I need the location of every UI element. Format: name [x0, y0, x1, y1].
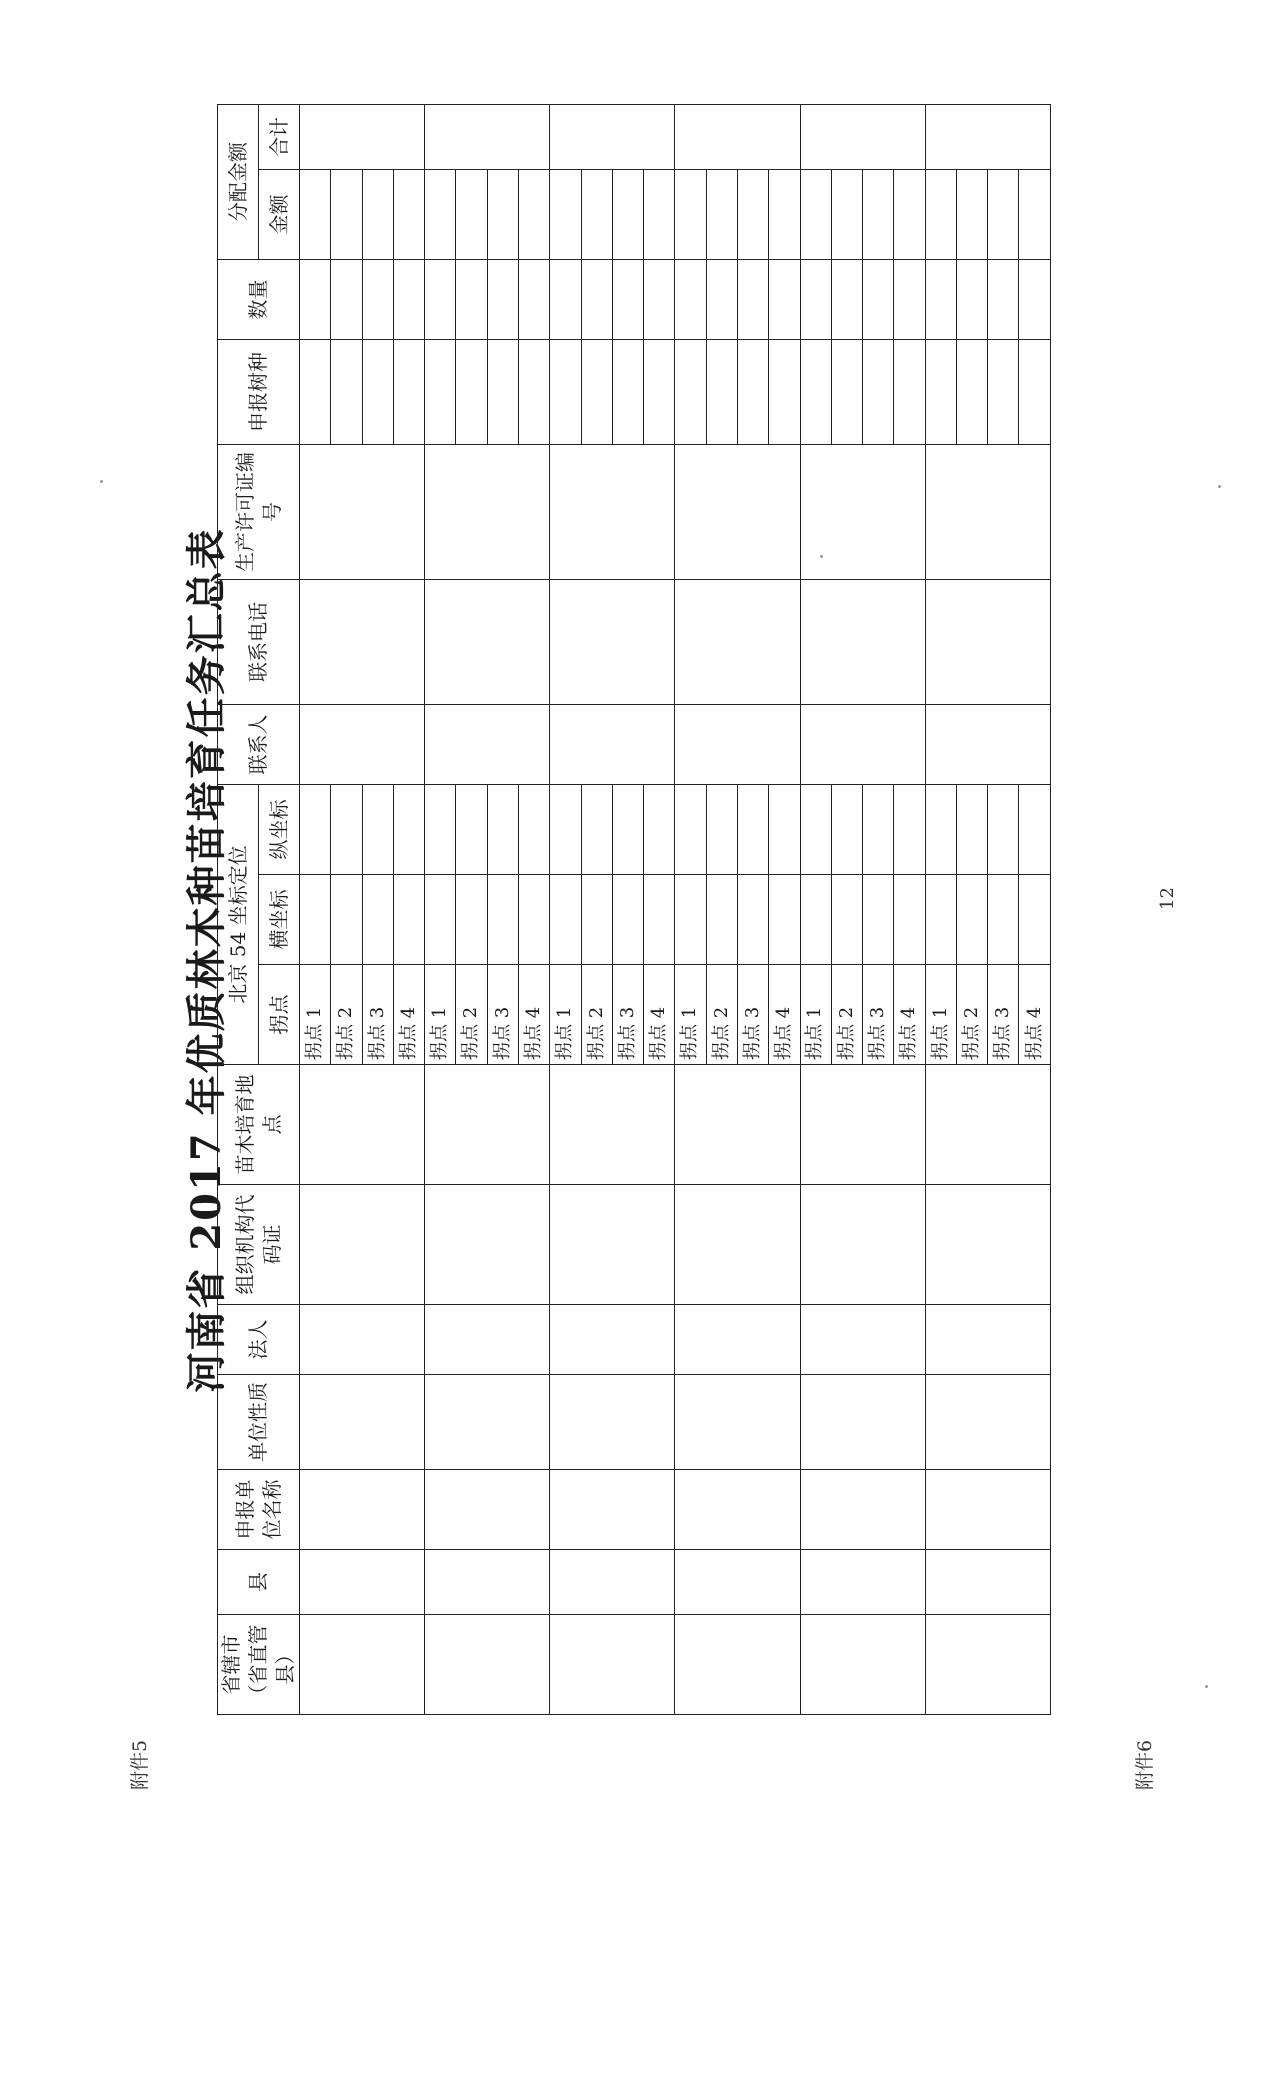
rotated-sheet: [125, 116, 1178, 1790]
species-cell[interactable]: [988, 339, 1019, 444]
species-cell[interactable]: [300, 339, 331, 444]
y-coord-cell[interactable]: [706, 784, 737, 874]
y-coord-cell[interactable]: [331, 784, 362, 874]
county-cell[interactable]: [550, 1550, 675, 1615]
species-cell[interactable]: [644, 339, 675, 444]
x-coord-cell[interactable]: [456, 875, 487, 965]
amount-cell[interactable]: [425, 169, 456, 259]
x-coord-cell[interactable]: [331, 875, 362, 965]
turn-point-label: 拐点 1: [675, 965, 706, 1065]
species-cell[interactable]: [675, 339, 706, 444]
quantity-cell[interactable]: [769, 259, 800, 339]
county-cell[interactable]: [800, 1550, 925, 1615]
nursery-location-cell[interactable]: [300, 1065, 425, 1185]
turn-point-label: 拐点 2: [831, 965, 862, 1065]
amount-cell[interactable]: [800, 169, 831, 259]
header-unit-name: 申报单位名称: [218, 1470, 300, 1550]
quantity-cell[interactable]: [518, 259, 549, 339]
license-no-cell[interactable]: [300, 444, 425, 579]
amount-cell[interactable]: [894, 169, 925, 259]
turn-point-label: 拐点 1: [425, 965, 456, 1065]
x-coord-cell[interactable]: [863, 875, 894, 965]
scan-speck: [1205, 1685, 1208, 1688]
appendix-6-label: 附件6: [1134, 1739, 1156, 1790]
quantity-cell[interactable]: [863, 259, 894, 339]
table-body: [300, 104, 1051, 1714]
org-code-cell[interactable]: [550, 1185, 675, 1305]
header-quantity: 数量: [218, 259, 300, 339]
city-cell[interactable]: [550, 1615, 675, 1715]
org-code-cell[interactable]: [800, 1185, 925, 1305]
unit-type-cell[interactable]: [550, 1375, 675, 1470]
y-coord-cell[interactable]: [769, 784, 800, 874]
x-coord-cell[interactable]: [925, 875, 956, 965]
y-coord-cell[interactable]: [925, 784, 956, 874]
amount-cell[interactable]: [737, 169, 768, 259]
nursery-location-cell[interactable]: [425, 1065, 550, 1185]
y-coord-cell[interactable]: [518, 784, 549, 874]
species-cell[interactable]: [456, 339, 487, 444]
contact-cell[interactable]: [675, 704, 800, 784]
phone-cell[interactable]: [925, 579, 1050, 704]
header-species: 申报树种: [218, 339, 300, 444]
species-cell[interactable]: [706, 339, 737, 444]
turn-point-label: 拐点 1: [925, 965, 956, 1065]
table-row: [800, 104, 831, 1714]
species-cell[interactable]: [956, 339, 987, 444]
city-cell[interactable]: [800, 1615, 925, 1715]
summary-table: [217, 104, 1051, 1715]
header-x-coord: 横坐标: [259, 875, 300, 965]
phone-cell[interactable]: [425, 579, 550, 704]
quantity-cell[interactable]: [581, 259, 612, 339]
nursery-location-cell[interactable]: [800, 1065, 925, 1185]
turn-point-label: 拐点 4: [894, 965, 925, 1065]
x-coord-cell[interactable]: [769, 875, 800, 965]
header-turn-point: 拐点: [259, 965, 300, 1065]
quantity-cell[interactable]: [550, 259, 581, 339]
legal-person-cell[interactable]: [800, 1305, 925, 1375]
quantity-cell[interactable]: [1019, 259, 1051, 339]
unit-name-cell[interactable]: [425, 1470, 550, 1550]
amount-cell[interactable]: [863, 169, 894, 259]
amount-cell[interactable]: [612, 169, 643, 259]
turn-point-label: 拐点 2: [581, 965, 612, 1065]
city-cell[interactable]: [925, 1615, 1050, 1715]
quantity-cell[interactable]: [988, 259, 1019, 339]
turn-point-label: 拐点 3: [863, 965, 894, 1065]
header-amount: 金额: [259, 169, 300, 259]
species-cell[interactable]: [487, 339, 518, 444]
table-row: [550, 104, 581, 1714]
unit-type-cell[interactable]: [675, 1375, 800, 1470]
species-cell[interactable]: [863, 339, 894, 444]
species-cell[interactable]: [831, 339, 862, 444]
unit-type-cell[interactable]: [425, 1375, 550, 1470]
page-number: 12: [1157, 887, 1178, 910]
legal-person-cell[interactable]: [675, 1305, 800, 1375]
total-cell[interactable]: [550, 104, 675, 169]
y-coord-cell[interactable]: [362, 784, 393, 874]
y-coord-cell[interactable]: [487, 784, 518, 874]
license-no-cell[interactable]: [800, 444, 925, 579]
org-code-cell[interactable]: [425, 1185, 550, 1305]
species-cell[interactable]: [1019, 339, 1051, 444]
quantity-cell[interactable]: [831, 259, 862, 339]
license-no-cell[interactable]: [425, 444, 550, 579]
phone-cell[interactable]: [550, 579, 675, 704]
header-phone: 联系电话: [218, 579, 300, 704]
amount-cell[interactable]: [456, 169, 487, 259]
amount-cell[interactable]: [956, 169, 987, 259]
turn-point-label: 拐点 2: [456, 965, 487, 1065]
amount-cell[interactable]: [331, 169, 362, 259]
quantity-cell[interactable]: [644, 259, 675, 339]
species-cell[interactable]: [393, 339, 424, 444]
x-coord-cell[interactable]: [894, 875, 925, 965]
x-coord-cell[interactable]: [1019, 875, 1051, 965]
amount-cell[interactable]: [988, 169, 1019, 259]
turn-point-label: 拐点 3: [362, 965, 393, 1065]
amount-cell[interactable]: [581, 169, 612, 259]
unit-type-cell[interactable]: [800, 1375, 925, 1470]
scan-speck: [1218, 485, 1221, 488]
quantity-cell[interactable]: [393, 259, 424, 339]
header-nursery-location: 苗木培育地点: [218, 1065, 300, 1185]
x-coord-cell[interactable]: [800, 875, 831, 965]
y-coord-cell[interactable]: [675, 784, 706, 874]
amount-cell[interactable]: [393, 169, 424, 259]
species-cell[interactable]: [362, 339, 393, 444]
table-row: [675, 104, 706, 1714]
unit-name-cell[interactable]: [675, 1470, 800, 1550]
unit-name-cell[interactable]: [300, 1470, 425, 1550]
y-coord-cell[interactable]: [800, 784, 831, 874]
turn-point-label: 拐点 4: [518, 965, 549, 1065]
table-row: [925, 104, 956, 1714]
quantity-cell[interactable]: [300, 259, 331, 339]
contact-cell[interactable]: [300, 704, 425, 784]
nursery-location-cell[interactable]: [550, 1065, 675, 1185]
turn-point-label: 拐点 2: [956, 965, 987, 1065]
legal-person-cell[interactable]: [300, 1305, 425, 1375]
species-cell[interactable]: [331, 339, 362, 444]
y-coord-cell[interactable]: [831, 784, 862, 874]
species-cell[interactable]: [925, 339, 956, 444]
header-county: 县: [218, 1550, 300, 1615]
document-title: 河南省 2017 年优质林木种苗培育任务汇总表: [183, 527, 230, 1393]
header-org-code: 组织机构代码证: [218, 1185, 300, 1305]
city-cell[interactable]: [425, 1615, 550, 1715]
header-total: 合计: [259, 104, 300, 169]
amount-cell[interactable]: [487, 169, 518, 259]
x-coord-cell[interactable]: [425, 875, 456, 965]
x-coord-cell[interactable]: [300, 875, 331, 965]
total-cell[interactable]: [675, 104, 800, 169]
quantity-cell[interactable]: [612, 259, 643, 339]
phone-cell[interactable]: [675, 579, 800, 704]
quantity-cell[interactable]: [331, 259, 362, 339]
y-coord-cell[interactable]: [863, 784, 894, 874]
y-coord-cell[interactable]: [393, 784, 424, 874]
contact-cell[interactable]: [425, 704, 550, 784]
x-coord-cell[interactable]: [612, 875, 643, 965]
header-legal-person: 法人: [218, 1305, 300, 1375]
county-cell[interactable]: [425, 1550, 550, 1615]
y-coord-cell[interactable]: [956, 784, 987, 874]
amount-cell[interactable]: [706, 169, 737, 259]
turn-point-label: 拐点 3: [988, 965, 1019, 1065]
y-coord-cell[interactable]: [456, 784, 487, 874]
unit-name-cell[interactable]: [925, 1470, 1050, 1550]
header-city: 省辖市（省直管县）: [218, 1615, 300, 1715]
x-coord-cell[interactable]: [675, 875, 706, 965]
x-coord-cell[interactable]: [581, 875, 612, 965]
legal-person-cell[interactable]: [550, 1305, 675, 1375]
turn-point-label: 拐点 3: [612, 965, 643, 1065]
appendix-5-label: 附件5: [129, 1739, 151, 1790]
x-coord-cell[interactable]: [518, 875, 549, 965]
header-allocation-group: 分配金额: [218, 104, 259, 259]
species-cell[interactable]: [800, 339, 831, 444]
species-cell[interactable]: [737, 339, 768, 444]
amount-cell[interactable]: [1019, 169, 1051, 259]
x-coord-cell[interactable]: [393, 875, 424, 965]
org-code-cell[interactable]: [675, 1185, 800, 1305]
nursery-location-cell[interactable]: [925, 1065, 1050, 1185]
x-coord-cell[interactable]: [737, 875, 768, 965]
quantity-cell[interactable]: [956, 259, 987, 339]
legal-person-cell[interactable]: [925, 1305, 1050, 1375]
turn-point-label: 拐点 4: [769, 965, 800, 1065]
y-coord-cell[interactable]: [1019, 784, 1051, 874]
phone-cell[interactable]: [300, 579, 425, 704]
header-beijing54-group: 北京 54 坐标定位: [218, 784, 259, 1064]
y-coord-cell[interactable]: [550, 784, 581, 874]
y-coord-cell[interactable]: [300, 784, 331, 874]
species-cell[interactable]: [425, 339, 456, 444]
turn-point-label: 拐点 4: [393, 965, 424, 1065]
amount-cell[interactable]: [769, 169, 800, 259]
quantity-cell[interactable]: [800, 259, 831, 339]
species-cell[interactable]: [894, 339, 925, 444]
turn-point-label: 拐点 4: [1019, 965, 1051, 1065]
total-cell[interactable]: [800, 104, 925, 169]
turn-point-label: 拐点 3: [487, 965, 518, 1065]
unit-type-cell[interactable]: [300, 1375, 425, 1470]
summary-table-wrapper: [217, 105, 1045, 1715]
x-coord-cell[interactable]: [988, 875, 1019, 965]
x-coord-cell[interactable]: [706, 875, 737, 965]
species-cell[interactable]: [550, 339, 581, 444]
turn-point-label: 拐点 2: [331, 965, 362, 1065]
unit-name-cell[interactable]: [550, 1470, 675, 1550]
license-no-cell[interactable]: [925, 444, 1050, 579]
quantity-cell[interactable]: [487, 259, 518, 339]
y-coord-cell[interactable]: [425, 784, 456, 874]
x-coord-cell[interactable]: [550, 875, 581, 965]
quantity-cell[interactable]: [675, 259, 706, 339]
total-cell[interactable]: [300, 104, 425, 169]
amount-cell[interactable]: [644, 169, 675, 259]
turn-point-label: 拐点 1: [550, 965, 581, 1065]
turn-point-label: 拐点 1: [800, 965, 831, 1065]
county-cell[interactable]: [675, 1550, 800, 1615]
y-coord-cell[interactable]: [988, 784, 1019, 874]
x-coord-cell[interactable]: [956, 875, 987, 965]
table-row: [300, 104, 331, 1714]
table-row: [425, 104, 456, 1714]
city-cell[interactable]: [675, 1615, 800, 1715]
turn-point-label: 拐点 4: [644, 965, 675, 1065]
unit-type-cell[interactable]: [925, 1375, 1050, 1470]
quantity-cell[interactable]: [925, 259, 956, 339]
org-code-cell[interactable]: [300, 1185, 425, 1305]
amount-cell[interactable]: [675, 169, 706, 259]
turn-point-label: 拐点 3: [737, 965, 768, 1065]
amount-cell[interactable]: [300, 169, 331, 259]
header-contact: 联系人: [218, 704, 300, 784]
total-cell[interactable]: [925, 104, 1050, 169]
species-cell[interactable]: [769, 339, 800, 444]
phone-cell[interactable]: [800, 579, 925, 704]
quantity-cell[interactable]: [456, 259, 487, 339]
turn-point-label: 拐点 1: [300, 965, 331, 1065]
amount-cell[interactable]: [831, 169, 862, 259]
scan-speck: [100, 480, 103, 483]
species-cell[interactable]: [612, 339, 643, 444]
quantity-cell[interactable]: [362, 259, 393, 339]
quantity-cell[interactable]: [425, 259, 456, 339]
license-no-cell[interactable]: [675, 444, 800, 579]
license-no-cell[interactable]: [550, 444, 675, 579]
species-cell[interactable]: [518, 339, 549, 444]
amount-cell[interactable]: [550, 169, 581, 259]
total-cell[interactable]: [425, 104, 550, 169]
amount-cell[interactable]: [362, 169, 393, 259]
x-coord-cell[interactable]: [362, 875, 393, 965]
contact-cell[interactable]: [925, 704, 1050, 784]
species-cell[interactable]: [581, 339, 612, 444]
amount-cell[interactable]: [925, 169, 956, 259]
y-coord-cell[interactable]: [581, 784, 612, 874]
amount-cell[interactable]: [518, 169, 549, 259]
county-cell[interactable]: [925, 1550, 1050, 1615]
quantity-cell[interactable]: [706, 259, 737, 339]
x-coord-cell[interactable]: [644, 875, 675, 965]
city-cell[interactable]: [300, 1615, 425, 1715]
x-coord-cell[interactable]: [831, 875, 862, 965]
contact-cell[interactable]: [550, 704, 675, 784]
quantity-cell[interactable]: [894, 259, 925, 339]
quantity-cell[interactable]: [737, 259, 768, 339]
org-code-cell[interactable]: [925, 1185, 1050, 1305]
header-unit-type: 单位性质: [218, 1375, 300, 1470]
contact-cell[interactable]: [800, 704, 925, 784]
y-coord-cell[interactable]: [644, 784, 675, 874]
y-coord-cell[interactable]: [894, 784, 925, 874]
y-coord-cell[interactable]: [612, 784, 643, 874]
y-coord-cell[interactable]: [737, 784, 768, 874]
legal-person-cell[interactable]: [425, 1305, 550, 1375]
nursery-location-cell[interactable]: [675, 1065, 800, 1185]
header-y-coord: 纵坐标: [259, 784, 300, 874]
x-coord-cell[interactable]: [487, 875, 518, 965]
county-cell[interactable]: [300, 1550, 425, 1615]
unit-name-cell[interactable]: [800, 1470, 925, 1550]
header-license-no: 生产许可证编号: [218, 444, 300, 579]
turn-point-label: 拐点 2: [706, 965, 737, 1065]
